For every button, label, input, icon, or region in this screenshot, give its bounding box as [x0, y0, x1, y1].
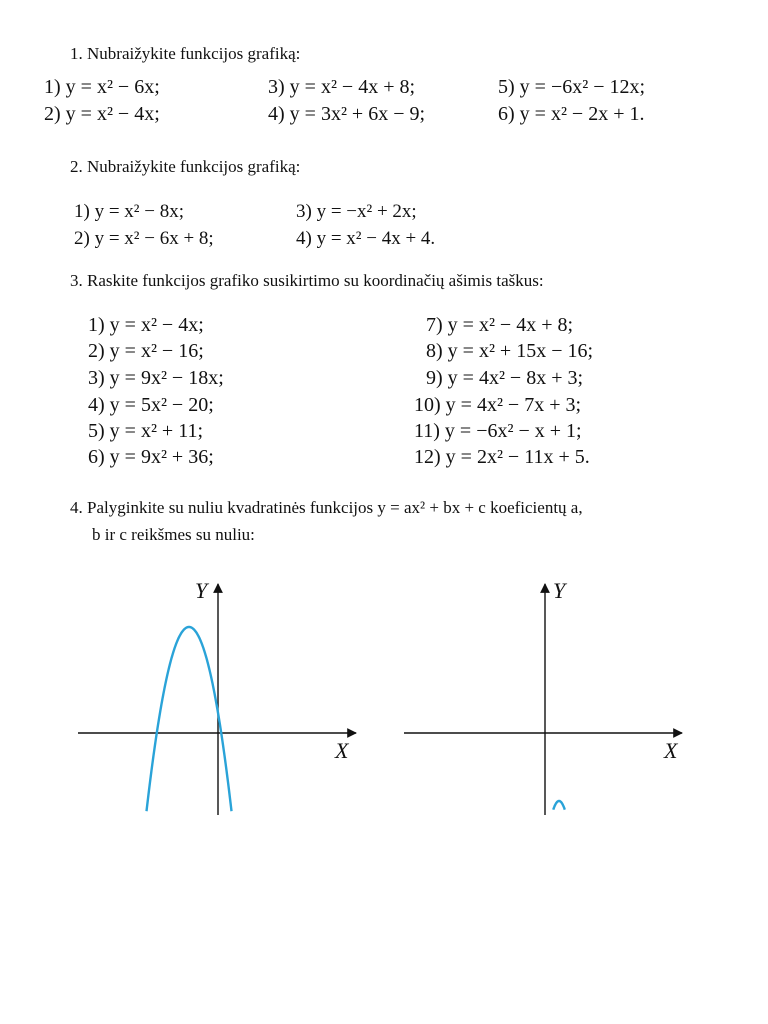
graph-right-curve: [553, 801, 565, 810]
task-1-item-1: 1) y = x² − 6x;: [44, 76, 160, 98]
task-3-item-4: 4) y = 5x² − 20;: [88, 394, 214, 416]
task-4-title-line-2: b ir c reikšmes su nuliu:: [92, 525, 255, 544]
task-2-title: 2. Nubraižykite funkcijos grafiką:: [70, 157, 301, 176]
task-1-item-2: 2) y = x² − 4x;: [44, 103, 160, 125]
task-4-title-line-1: 4. Palyginkite su nuliu kvadratinės funkcijos y = ax² + bx + c koeficientų a,: [70, 498, 583, 517]
task-3-item-7: 7) y = x² − 4x + 8;: [426, 314, 574, 336]
graph-left-y-label: Y: [195, 578, 208, 603]
task-3-item-2: 2) y = x² − 16;: [88, 340, 204, 362]
task-1-item-6: 6) y = x² − 2x + 1.: [498, 103, 645, 125]
task-3-item-6: 6) y = 9x² + 36;: [88, 446, 214, 468]
graph-left-curve: [147, 627, 232, 811]
task-2-item-1: 1) y = x² − 8x;: [74, 201, 184, 222]
task-3-item-11: 11) y = −6x² − x + 1;: [414, 420, 582, 442]
task-2-item-2: 2) y = x² − 6x + 8;: [74, 228, 214, 249]
task-2-item-3: 3) y = −x² + 2x;: [296, 201, 417, 222]
graph-right-x-label: X: [664, 738, 678, 763]
task-3-title: 3. Raskite funkcijos grafiko susikirtimo su koordinačių ašimis taškus:: [70, 271, 544, 290]
task-3-item-9: 9) y = 4x² − 8x + 3;: [426, 367, 584, 389]
task-3-item-3: 3) y = 9x² − 18x;: [88, 367, 224, 389]
task-1-item-4: 4) y = 3x² + 6x − 9;: [268, 103, 426, 125]
task-2-item-4: 4) y = x² − 4x + 4.: [296, 228, 436, 249]
task-3-item-10: 10) y = 4x² − 7x + 3;: [414, 394, 582, 416]
graph-left-x-label: X: [335, 738, 349, 763]
task-1-item-3: 3) y = x² − 4x + 8;: [268, 76, 416, 98]
task-1-item-5: 5) y = −6x² − 12x;: [498, 76, 646, 98]
task-3-item-5: 5) y = x² + 11;: [88, 420, 204, 442]
task-1-title: 1. Nubraižykite funkcijos grafiką:: [70, 44, 301, 63]
graph-right-y-label: Y: [553, 578, 566, 603]
task-3-item-1: 1) y = x² − 4x;: [88, 314, 204, 336]
task-3-item-12: 12) y = 2x² − 11x + 5.: [414, 446, 590, 468]
task-3-item-8: 8) y = x² + 15x − 16;: [426, 340, 594, 362]
